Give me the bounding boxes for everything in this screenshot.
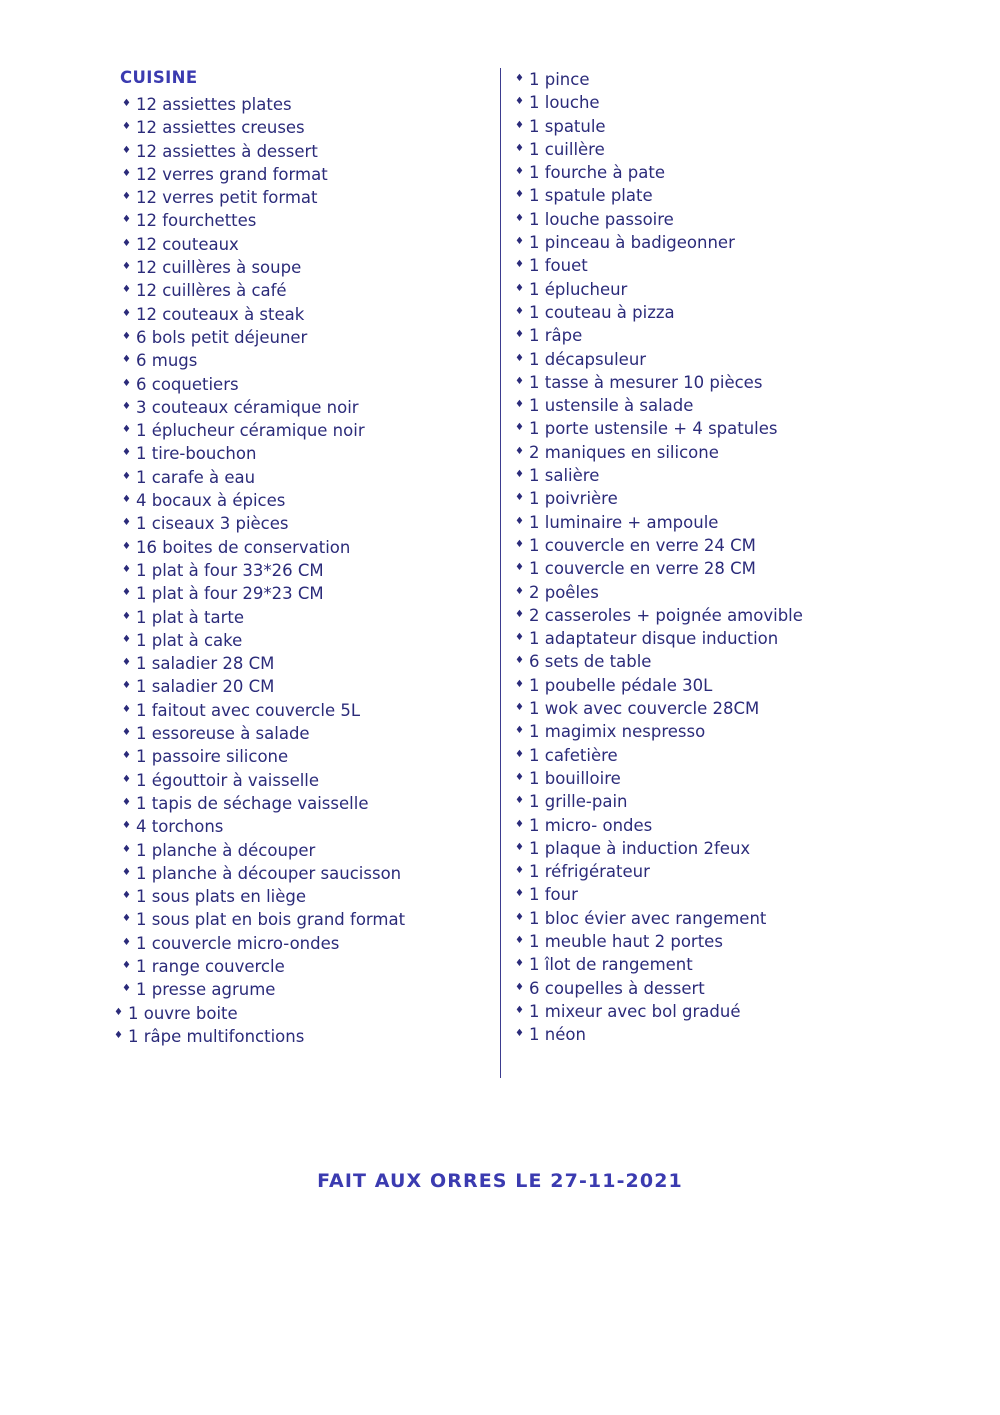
list-item: ♦ 1 plat à four 33*26 CM — [112, 559, 492, 582]
list-item: ♦ 12 assiettes à dessert — [112, 140, 492, 163]
list-item: ♦ 1 plat à four 29*23 CM — [112, 582, 492, 605]
list-item: ♦ 1 bouilloire — [513, 767, 890, 790]
list-item: ♦ 12 assiettes plates — [112, 93, 492, 116]
list-item: ♦ 12 verres petit format — [112, 186, 492, 209]
list-item: ♦ 1 couteau à pizza — [513, 301, 890, 324]
list-item: ♦ 1 wok avec couvercle 28CM — [513, 697, 890, 720]
list-item: ♦ 1 carafe à eau — [112, 466, 492, 489]
list-item: ♦ 1 louche passoire — [513, 208, 890, 231]
list-item: ♦ 6 coquetiers — [112, 373, 492, 396]
list-item: ♦ 1 tasse à mesurer 10 pièces — [513, 371, 890, 394]
list-item: ♦ 6 coupelles à dessert — [513, 977, 890, 1000]
left-column — [112, 68, 500, 1048]
list-item: ♦ 1 faitout avec couvercle 5L — [112, 699, 492, 722]
list-item: ♦ 2 casseroles + poignée amovible — [513, 604, 890, 627]
list-item: ♦ 1 luminaire + ampoule — [513, 511, 890, 534]
inventory-columns — [112, 68, 902, 1078]
list-item: ♦ 12 couteaux à steak — [112, 303, 492, 326]
list-item: ♦ 1 plaque à induction 2feux — [513, 837, 890, 860]
list-item: ♦ 1 poivrière — [513, 487, 890, 510]
page-title: CUISINE — [120, 68, 198, 87]
list-item: ♦ 1 pinceau à badigeonner — [513, 231, 890, 254]
list-item: ♦ 1 râpe multifonctions — [112, 1025, 492, 1048]
list-item: ♦ 1 salière — [513, 464, 890, 487]
list-item: ♦ 1 réfrigérateur — [513, 860, 890, 883]
list-item: ♦ 6 mugs — [112, 349, 492, 372]
list-item: ♦ 1 tapis de séchage vaisselle — [112, 792, 492, 815]
list-item: ♦ 1 plat à cake — [112, 629, 492, 652]
list-item: ♦ 1 ustensile à salade — [513, 394, 890, 417]
list-item: ♦ 1 couvercle en verre 24 CM — [513, 534, 890, 557]
list-item: ♦ 1 pince — [513, 68, 890, 91]
list-item: ♦ 1 planche à découper — [112, 839, 492, 862]
list-item: ♦ 1 grille-pain — [513, 790, 890, 813]
list-item: ♦ 12 cuillères à café — [112, 279, 492, 302]
list-item: ♦ 1 meuble haut 2 portes — [513, 930, 890, 953]
list-item: ♦ 1 fouet — [513, 254, 890, 277]
list-item: ♦ 1 four — [513, 883, 890, 906]
list-item: ♦ 4 bocaux à épices — [112, 489, 492, 512]
list-item: ♦ 1 ciseaux 3 pièces — [112, 512, 492, 535]
list-item: ♦ 1 micro- ondes — [513, 814, 890, 837]
list-item: ♦ 1 sous plat en bois grand format — [112, 908, 492, 931]
list-item: ♦ 1 cafetière — [513, 744, 890, 767]
list-item: ♦ 1 tire-bouchon — [112, 442, 492, 465]
document-footer: FAIT AUX ORRES LE 27-11-2021 — [317, 1170, 683, 1192]
list-item: ♦ 1 poubelle pédale 30L — [513, 674, 890, 697]
list-item: ♦ 12 couteaux — [112, 233, 492, 256]
list-item: ♦ 1 mixeur avec bol gradué — [513, 1000, 890, 1023]
list-item: ♦ 1 éplucheur — [513, 278, 890, 301]
list-item: ♦ 4 torchons — [112, 815, 492, 838]
list-item: ♦ 1 saladier 20 CM — [112, 675, 492, 698]
list-item: ♦ 1 passoire silicone — [112, 745, 492, 768]
list-item: ♦ 1 spatule — [513, 115, 890, 138]
list-item: ♦ 1 porte ustensile + 4 spatules — [513, 417, 890, 440]
list-item: ♦ 12 cuillères à soupe — [112, 256, 492, 279]
list-item: ♦ 1 louche — [513, 91, 890, 114]
list-item: ♦ 1 range couvercle — [112, 955, 492, 978]
list-item: ♦ 1 essoreuse à salade — [112, 722, 492, 745]
list-item: ♦ 1 îlot de rangement — [513, 953, 890, 976]
list-item: ♦ 2 poêles — [513, 581, 890, 604]
list-item: ♦ 16 boites de conservation — [112, 536, 492, 559]
list-item: ♦ 1 ouvre boite — [112, 1002, 492, 1025]
list-item: ♦ 1 adaptateur disque induction — [513, 627, 890, 650]
list-item: ♦ 1 planche à découper saucisson — [112, 862, 492, 885]
left-item-list — [112, 93, 492, 1048]
list-item: ♦ 1 sous plats en liège — [112, 885, 492, 908]
list-item: ♦ 6 sets de table — [513, 650, 890, 673]
list-item: ♦ 1 couvercle en verre 28 CM — [513, 557, 890, 580]
list-item: ♦ 1 fourche à pate — [513, 161, 890, 184]
list-item: ♦ 12 verres grand format — [112, 163, 492, 186]
list-item: ♦ 1 plat à tarte — [112, 606, 492, 629]
list-item: ♦ 1 couvercle micro-ondes — [112, 932, 492, 955]
list-item: ♦ 2 maniques en silicone — [513, 441, 890, 464]
list-item: ♦ 12 fourchettes — [112, 209, 492, 232]
list-item: ♦ 1 cuillère — [513, 138, 890, 161]
list-item: ♦ 1 presse agrume — [112, 978, 492, 1001]
list-item: ♦ 12 assiettes creuses — [112, 116, 492, 139]
list-item: ♦ 1 spatule plate — [513, 184, 890, 207]
list-item: ♦ 1 bloc évier avec rangement — [513, 907, 890, 930]
list-item: ♦ 1 saladier 28 CM — [112, 652, 492, 675]
list-item: ♦ 1 magimix nespresso — [513, 720, 890, 743]
list-item: ♦ 1 néon — [513, 1023, 890, 1046]
list-item: ♦ 3 couteaux céramique noir — [112, 396, 492, 419]
right-item-list — [513, 68, 890, 1046]
list-item: ♦ 1 égouttoir à vaisselle — [112, 769, 492, 792]
list-item: ♦ 1 éplucheur céramique noir — [112, 419, 492, 442]
list-item: ♦ 6 bols petit déjeuner — [112, 326, 492, 349]
list-item: ♦ 1 décapsuleur — [513, 348, 890, 371]
list-item: ♦ 1 râpe — [513, 324, 890, 347]
right-column — [500, 68, 890, 1078]
